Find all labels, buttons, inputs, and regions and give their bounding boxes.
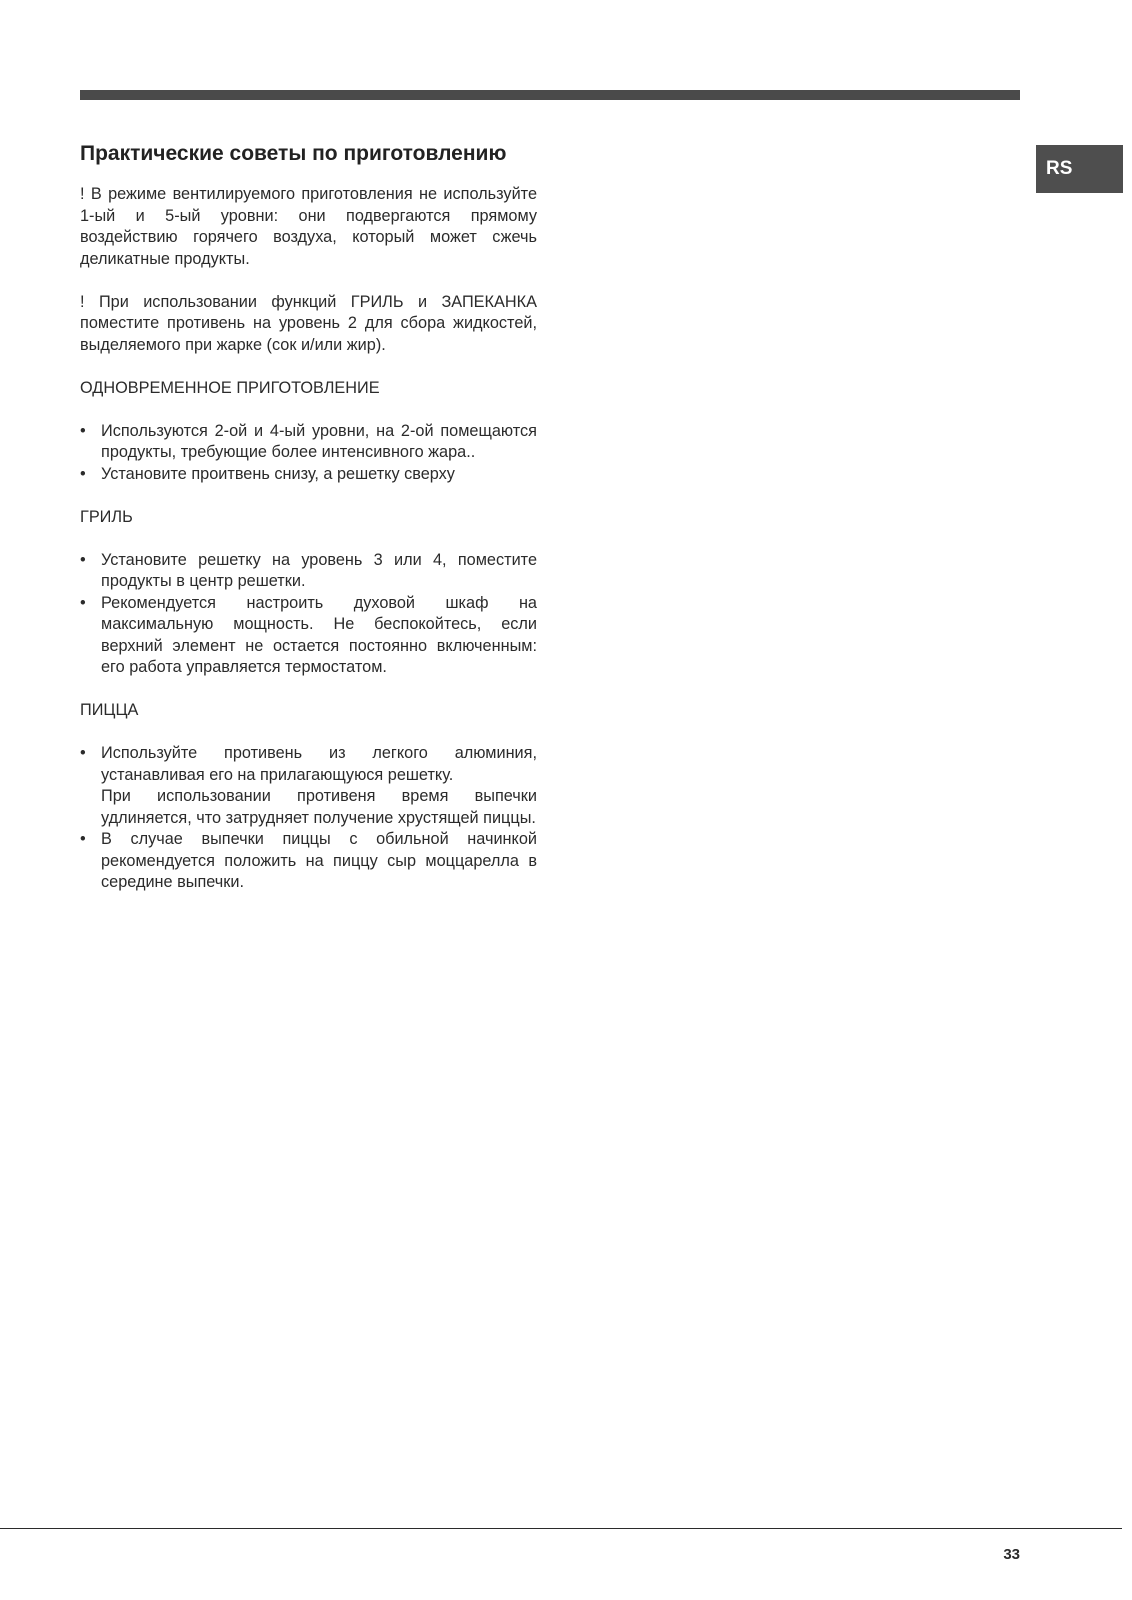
bullet-icon: • [80, 464, 86, 483]
main-content [80, 139, 537, 915]
list-item-text: Рекомендуется настроить духовой шкаф на максимальную мощность. Не беспокойтесь, если верхний элемент не остается постоянно включенным: его работа управляется термостатом. [101, 593, 537, 676]
language-tab: RS [1036, 145, 1123, 193]
list-item-text: Установите решетку на уровень 3 или 4, поместите продукты в центр решетки. [101, 550, 537, 590]
top-divider-bar [80, 90, 1020, 100]
list-item-text: Установите проитвень снизу, а решетку сверху [101, 464, 455, 483]
list-item-text: В случае выпечки пиццы с обильной начинкой рекомендуется положить на пиццу сыр моццарелла в середине выпечки. [101, 830, 537, 891]
section-heading-simultaneous: ОДНОВРЕМЕННОЕ ПРИГОТОВЛЕНИЕ [80, 378, 380, 397]
bullet-icon: • [80, 550, 86, 569]
page-number: 33 [1003, 1546, 1020, 1563]
list-item [80, 464, 537, 486]
bullet-icon: • [80, 593, 86, 612]
bullet-list-simultaneous [80, 421, 537, 486]
bullet-icon: • [80, 421, 86, 440]
list-item-text: Используйте противень из легкого алюминия, устанавливая его на прилагающуюся решетку. [101, 744, 537, 784]
section-heading-pizza: ПИЦЦА [80, 701, 139, 719]
bullet-icon: • [80, 830, 86, 848]
section-heading-grill: ГРИЛЬ [80, 507, 133, 526]
list-item-text: Используются 2-ой и 4-ый уровни, на 2-ой помещаются продукты, требующие более интенсивного жара.. [101, 421, 537, 461]
list-item [80, 743, 537, 829]
intro-paragraph-2: ! При использовании функций ГРИЛЬ и ЗАПЕКАНКА поместите противень на уровень 2 для сбора жидкостей, выделяемого при жарке (сок и/или жир). [80, 292, 537, 354]
bullet-icon: • [80, 744, 86, 762]
bullet-list-grill [80, 550, 537, 679]
list-item-continuation: При использовании противеня время выпечки удлиняется, что затрудняет получение хрустящей пиццы. [101, 787, 537, 827]
list-item [80, 593, 537, 679]
page-title: Практические советы по приготовлению [80, 142, 507, 165]
list-item [80, 829, 537, 894]
intro-paragraph-1: ! В режиме вентилируемого приготовления не используйте 1-ый и 5-ый уровни: они подвергаются прямому воздействию горячего воздуха, который может сжечь деликатные продукты. [80, 185, 537, 268]
bullet-list-pizza [80, 743, 537, 894]
footer-rule [0, 1528, 1122, 1529]
list-item [80, 550, 537, 593]
list-item [80, 421, 537, 464]
